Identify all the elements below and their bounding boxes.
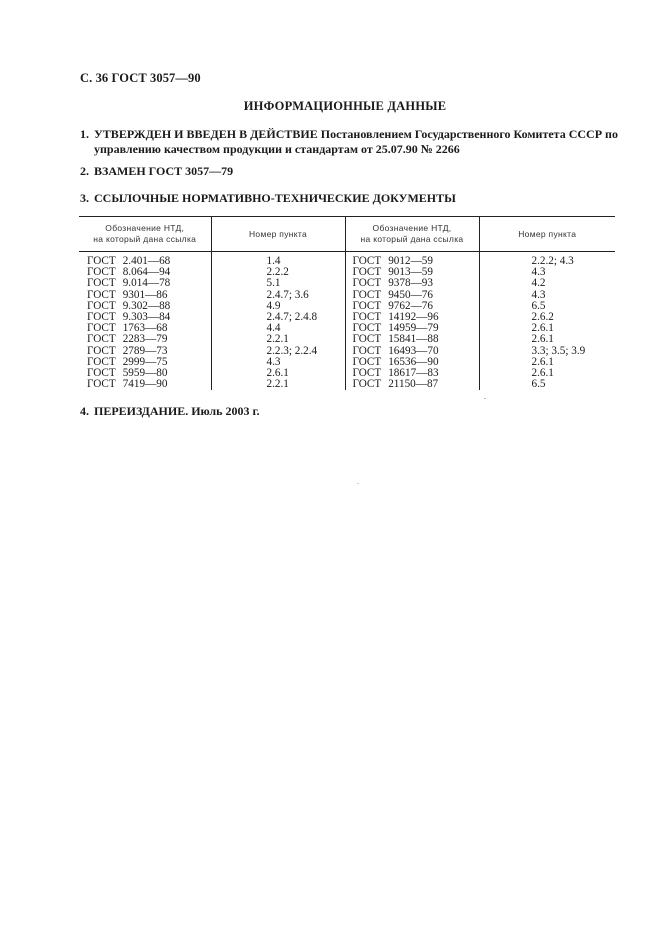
- gost-prefix: ГОСТ: [352, 311, 382, 324]
- table-header-row: [79, 217, 615, 252]
- gost-prefix: ГОСТ: [352, 355, 382, 368]
- cell-point: 4.3: [531, 288, 546, 301]
- page-header: С. 36 ГОСТ 3057—90: [80, 71, 201, 85]
- cell-point: 2.6.1: [531, 355, 554, 368]
- gost-prefix: ГОСТ: [352, 378, 382, 391]
- info-item-approved: [80, 127, 620, 157]
- item-number: 3.: [80, 191, 89, 205]
- item-text: Постановлением Государственного Комитета СССР по: [317, 127, 618, 141]
- document-number: 8.064—94: [122, 266, 171, 279]
- document-number: 9.303—84: [122, 311, 171, 324]
- item-number: 4.: [80, 404, 89, 418]
- cell-point: 2.4.7; 3.6: [211, 290, 345, 301]
- gost-prefix: ГОСТ: [87, 311, 116, 324]
- item-text-continued: управлению качеством продукции и стандартам от 25.07.90 № 2266: [94, 142, 460, 156]
- cell-point: 5.1: [211, 278, 345, 289]
- cell-point: 2.6.1: [531, 322, 554, 335]
- column-header-designation: Обозначение НТД, на который дана ссылка: [345, 217, 479, 252]
- item-lead: УТВЕРЖДЕН И ВВЕДЕН В ДЕЙСТВИЕ: [94, 127, 318, 141]
- cell-point: 2.6.2: [531, 311, 554, 324]
- cell-designation: [345, 379, 479, 390]
- item-number: 1.: [80, 127, 89, 141]
- cell-designation: [345, 252, 479, 268]
- cell-point: 4.3: [531, 266, 546, 279]
- cell-point: 4.9: [211, 301, 345, 312]
- document-number: 5959—80: [122, 367, 168, 380]
- document-number: 9.302—88: [122, 299, 171, 312]
- document-number: 9013—59: [388, 266, 433, 279]
- document-number: 15841—88: [388, 333, 439, 346]
- print-speck: [357, 483, 359, 484]
- column-header-designation: Обозначение НТД, на который дана ссылка: [79, 217, 211, 252]
- cell-designation: [79, 379, 211, 390]
- table-row: [79, 379, 615, 390]
- info-item-references: [80, 191, 456, 206]
- cell-point: 2.6.1: [531, 367, 554, 380]
- cell-point: 3.3; 3.5; 3.9: [531, 344, 586, 357]
- document-number: 2.401—68: [122, 255, 171, 267]
- gost-prefix: ГОСТ: [352, 288, 382, 301]
- gost-prefix: ГОСТ: [87, 378, 116, 391]
- cell-point: 6.5: [531, 378, 546, 391]
- cell-point: 2.6.1: [531, 333, 554, 346]
- gost-prefix: ГОСТ: [352, 277, 382, 290]
- cell-designation: [79, 252, 211, 268]
- item-text: ВЗАМЕН ГОСТ 3057—79: [94, 164, 234, 178]
- gost-prefix: ГОСТ: [352, 333, 382, 346]
- gost-prefix: ГОСТ: [87, 299, 116, 312]
- item-text: ССЫЛОЧНЫЕ НОРМАТИВНО-ТЕХНИЧЕСКИЕ ДОКУМЕНТЫ: [94, 191, 456, 205]
- gost-prefix: ГОСТ: [87, 322, 116, 335]
- gost-prefix: ГОСТ: [87, 288, 116, 301]
- cell-point: 2.2.2: [211, 267, 345, 278]
- document-number: 9301—86: [122, 288, 168, 301]
- section-title: ИНФОРМАЦИОННЫЕ ДАННЫЕ: [243, 99, 447, 113]
- column-header-point: Номер пункта: [479, 217, 615, 252]
- gost-prefix: ГОСТ: [352, 344, 382, 357]
- gost-prefix: ГОСТ: [87, 333, 116, 346]
- gost-prefix: ГОСТ: [352, 266, 382, 279]
- document-number: 2999—75: [122, 355, 168, 368]
- document-number: 1763—68: [122, 322, 168, 335]
- document-number: 9012—59: [388, 255, 433, 267]
- column-header-point: Номер пункта: [211, 217, 345, 252]
- gost-prefix: ГОСТ: [352, 255, 382, 267]
- cell-point: 2.2.3; 2.2.4: [211, 346, 345, 357]
- gost-prefix: ГОСТ: [87, 266, 116, 279]
- cell-point: 4.2: [531, 277, 546, 290]
- gost-prefix: ГОСТ: [352, 322, 382, 335]
- cell-point: 6.5: [531, 299, 546, 312]
- gost-prefix: ГОСТ: [87, 355, 116, 368]
- document-number: 9450—76: [388, 288, 433, 301]
- gost-prefix: ГОСТ: [87, 367, 116, 380]
- print-speck: [484, 398, 486, 399]
- item-number: 2.: [80, 164, 89, 178]
- document-number: 21150—87: [388, 378, 439, 391]
- document-number: 16493—70: [388, 344, 439, 357]
- gost-prefix: ГОСТ: [87, 277, 116, 290]
- document-number: 9.014—78: [122, 277, 171, 290]
- cell-point: 2.4.7; 2.4.8: [211, 312, 345, 323]
- document-number: 2283—79: [122, 333, 168, 346]
- table-row: [79, 334, 615, 345]
- info-item-replaces: [80, 164, 233, 179]
- document-number: 9762—76: [388, 299, 433, 312]
- document-number: 9378—93: [388, 277, 433, 290]
- info-item-reissue: [80, 404, 260, 419]
- gost-prefix: ГОСТ: [352, 299, 382, 312]
- document-number: 14959—79: [388, 322, 439, 335]
- table-row: [79, 252, 615, 268]
- document-number: 16536—90: [388, 355, 439, 368]
- gost-prefix: ГОСТ: [87, 344, 116, 357]
- references-table: [79, 216, 615, 390]
- item-text: ПЕРЕИЗДАНИЕ. Июль 2003 г.: [94, 404, 260, 418]
- cell-point: 1.4: [211, 252, 345, 268]
- cell-point: 2.6.1: [211, 368, 345, 379]
- table-body: [79, 252, 615, 391]
- document-number: 7419—90: [122, 378, 168, 391]
- document-number: 18617—83: [388, 367, 439, 380]
- cell-point: 2.2.1: [211, 334, 345, 345]
- cell-point: 2.2.1: [211, 379, 345, 390]
- cell-point: 4.3: [211, 357, 345, 368]
- cell-point: 4.4: [211, 323, 345, 334]
- gost-prefix: ГОСТ: [352, 367, 382, 380]
- document-number: 2789—73: [122, 344, 168, 357]
- document-number: 14192—96: [388, 311, 439, 324]
- cell-point: 2.2.2; 4.3: [531, 255, 574, 267]
- gost-prefix: ГОСТ: [87, 255, 116, 267]
- table-row: [79, 278, 615, 289]
